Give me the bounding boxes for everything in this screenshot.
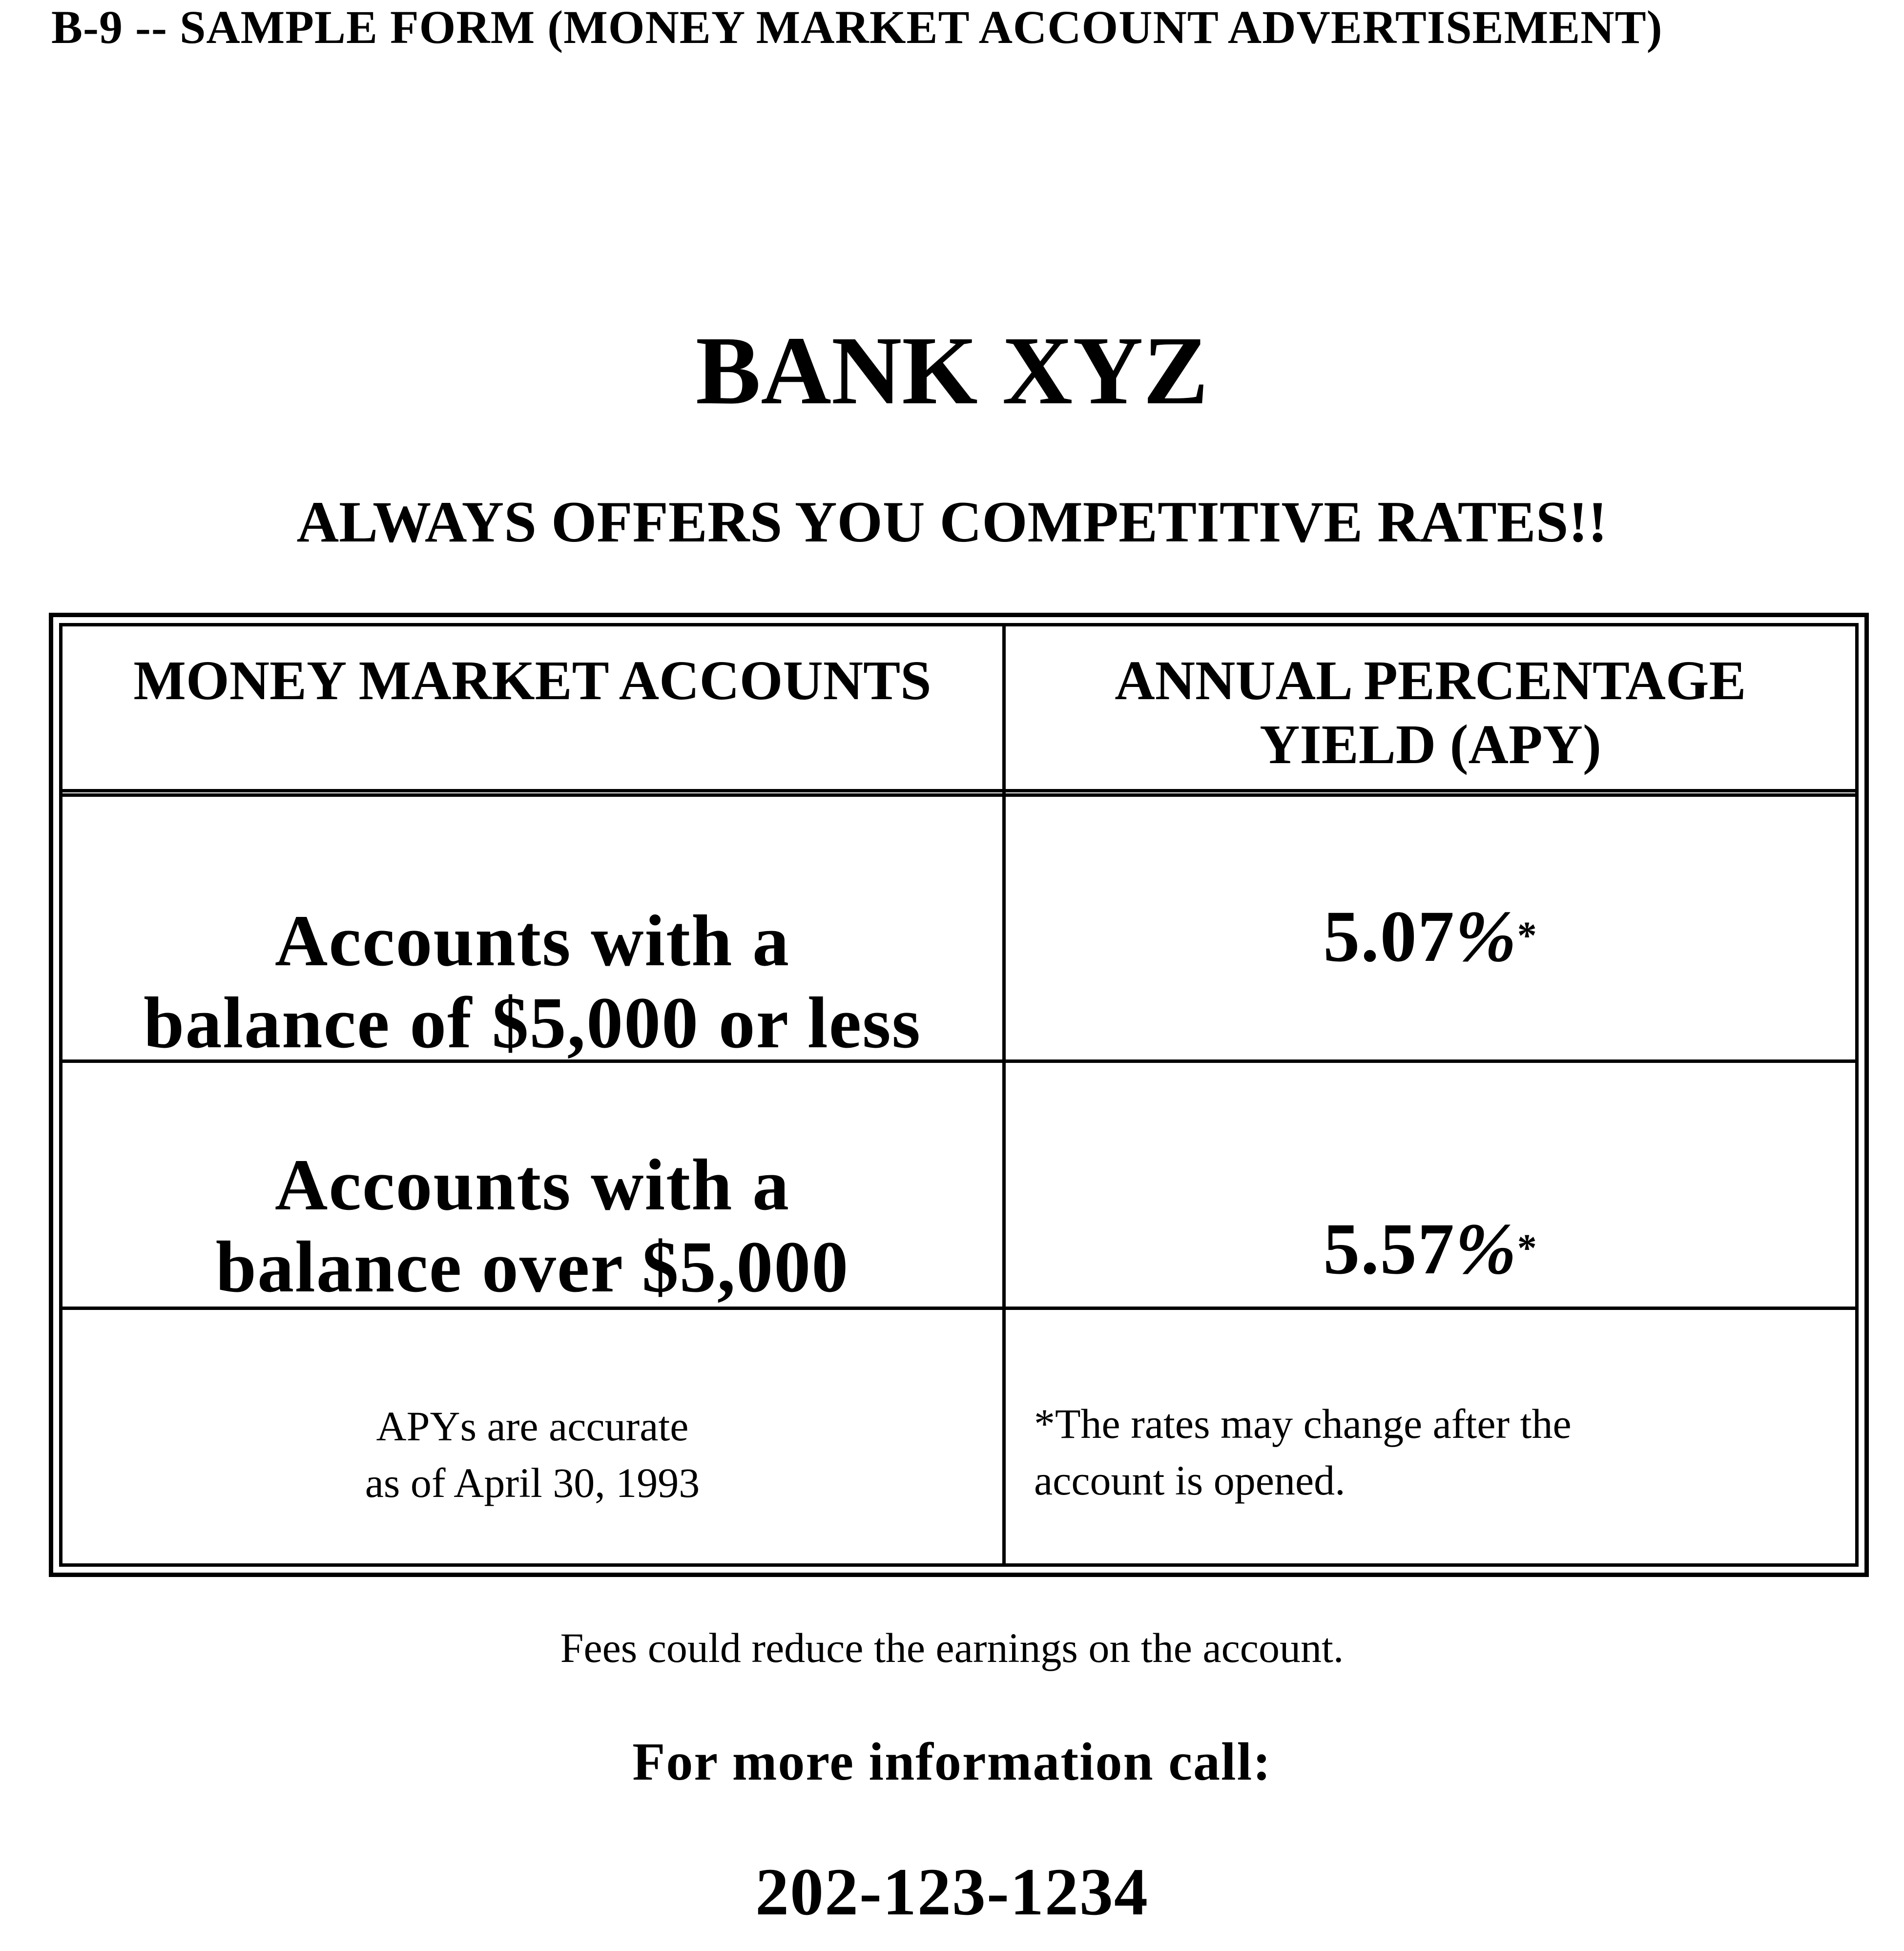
row-2-label-line2: balance over $5,000 — [215, 1226, 849, 1308]
row-2-rate-percent: % — [1455, 1208, 1517, 1289]
table-row-1-rate — [1006, 896, 1855, 977]
row-2-rate-marker: * — [1517, 1227, 1538, 1270]
row-1-label-line2: balance of $5,000 or less — [144, 982, 921, 1063]
row-2-rate-number: 5.57 — [1323, 1208, 1455, 1289]
table-row-2-label — [62, 1144, 1002, 1308]
row-1-rate-percent: % — [1455, 896, 1517, 977]
row-1-rate-marker: * — [1517, 914, 1538, 957]
disclaimer-cell — [1034, 1395, 1855, 1509]
header-divider — [62, 789, 1855, 797]
tagline: ALWAYS OFFERS YOU COMPETITIVE RATES!! — [296, 489, 1608, 554]
row-2-label-line1: Accounts with a — [274, 1144, 790, 1225]
phone-number: 202-123-1234 — [755, 1854, 1149, 1929]
row-1-label-line1: Accounts with a — [274, 900, 790, 981]
column-divider — [1002, 626, 1006, 1563]
disclaimer-line1: *The rates may change after the — [1034, 1400, 1572, 1447]
rates-table — [49, 613, 1869, 1577]
fees-note: Fees could reduce the earnings on the account. — [560, 1624, 1344, 1671]
header-accounts: MONEY MARKET ACCOUNTS — [133, 649, 931, 711]
accuracy-note-cell — [62, 1398, 1002, 1511]
rates-table-inner — [59, 623, 1859, 1567]
accuracy-line1: APYs are accurate — [376, 1403, 689, 1450]
table-row-2-rate — [1006, 1208, 1855, 1289]
header-accounts-cell — [62, 648, 1002, 712]
header-apy-cell — [1006, 648, 1855, 776]
accuracy-line2: as of April 30, 1993 — [365, 1459, 700, 1507]
table-row-1-label — [62, 900, 1002, 1064]
bank-name: BANK XYZ — [695, 317, 1209, 425]
header-apy-line1: ANNUAL PERCENTAGE — [1115, 649, 1746, 711]
more-info-text: For more information call: — [632, 1732, 1272, 1791]
disclaimer-line2: account is opened. — [1034, 1457, 1345, 1504]
form-heading: B-9 -- SAMPLE FORM (MONEY MARKET ACCOUNT ADVERTISEMENT) — [51, 1, 1663, 53]
row-1-rate-number: 5.07 — [1323, 896, 1455, 977]
header-apy-line2: YIELD (APY) — [1260, 713, 1601, 776]
